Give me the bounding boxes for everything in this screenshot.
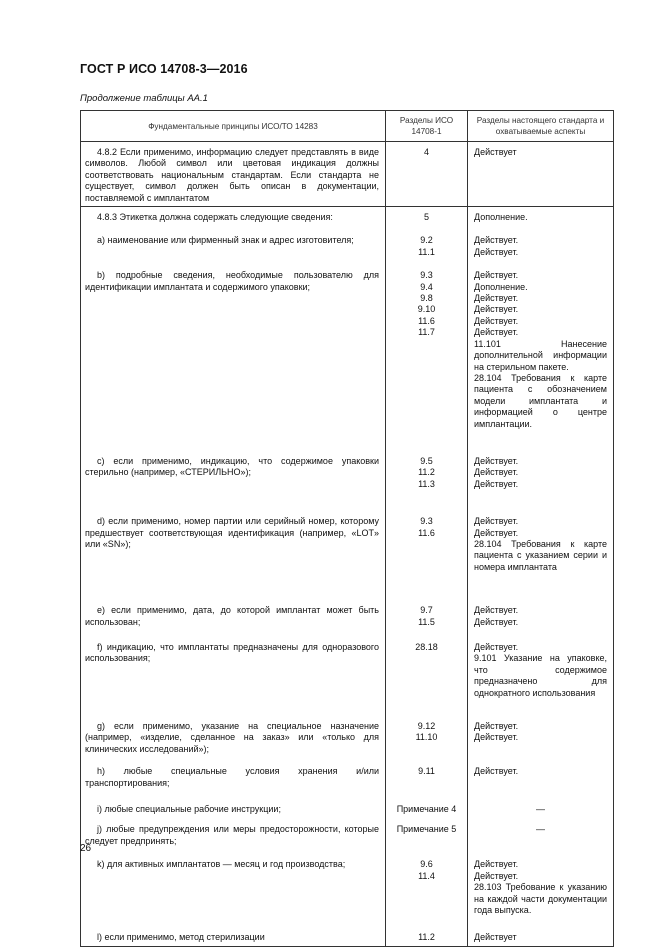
table-row (81, 797, 614, 819)
iso-section-ref: 9.5 (420, 455, 433, 466)
standard-aspect-entry: Действует. (474, 304, 519, 315)
table-row (81, 142, 614, 207)
standard-aspect-cell (468, 924, 614, 946)
iso-section-cell (386, 448, 468, 508)
standard-aspect-entry: Дополнение. (474, 212, 528, 223)
standard-aspect-entry: 28.104 Требования к карте пациента с указанием серии и номера имплантата (474, 538, 607, 572)
iso-section-ref: 5 (423, 212, 429, 223)
iso-section-ref: 9.2 (420, 235, 433, 246)
table-row (81, 711, 614, 759)
principle-cell: f) индикацию, что имплантаты предназначены для одноразового использования; (81, 632, 386, 711)
standard-aspect-entry: Действует. (474, 293, 519, 304)
table-row (81, 759, 614, 797)
standard-aspect-entry: Действует. (474, 642, 519, 652)
standard-aspect-cell (468, 819, 614, 854)
standard-aspect-entry: 9.101 Указание на упаковке, что содержимое предназначено для однократного использования (474, 653, 607, 698)
iso-section-ref: 11.4 (418, 870, 435, 881)
standard-aspect-cell (468, 207, 614, 226)
standard-aspect-cell (468, 632, 614, 711)
table-row (81, 262, 614, 448)
principle-cell: a) наименование или фирменный знак и адрес изготовителя; (81, 225, 386, 262)
standard-aspect-entry: Действует. (474, 870, 519, 881)
principle-cell: 4.8.3 Этикетка должна содержать следующие сведения: (81, 207, 386, 226)
iso-section-ref: 9.8 (420, 293, 433, 304)
table-row (81, 632, 614, 711)
standard-aspect-cell (468, 448, 614, 508)
iso-section-ref: 9.12 (417, 721, 436, 732)
principle-cell: c) если применимо, индикацию, что содержимое упаковки стерильно (например, «СТЕРИЛЬНО»); (81, 448, 386, 508)
standard-aspect-cell (468, 225, 614, 262)
iso-section-ref: 11.10 (415, 732, 438, 743)
column-header-principles: Фундаментальные принципы ИСО/ТО 14283 (81, 111, 386, 142)
iso-section-ref: 11.2 (418, 467, 435, 478)
principle-cell: h) любые специальные условия хранения и/или транспортирования; (81, 759, 386, 797)
table-row (81, 508, 614, 595)
standard-aspect-entry: 28.104 Требования к карте пациента с обозначением модели имплантата и информацией о центре имплантации. (474, 372, 607, 429)
iso-section-cell (386, 924, 468, 946)
page-number: 26 (80, 843, 92, 854)
table-row (81, 207, 614, 226)
iso-section-ref: 11.7 (418, 327, 435, 338)
standard-aspect-entry: Дополнение. (474, 281, 528, 292)
standard-aspect-entry: Действует. (474, 527, 519, 538)
principle-cell: b) подробные сведения, необходимые пользователю для идентификации имплантата и содержимого упаковки; (81, 262, 386, 448)
column-header-standard-sections: Разделы настоящего стандарта и охватываемые аспекты (468, 111, 614, 142)
iso-section-ref: 9.3 (420, 270, 433, 281)
table-row (81, 819, 614, 854)
standard-aspect-cell (468, 759, 614, 797)
table-row (81, 225, 614, 262)
principle-cell: l) если применимо, метод стерилизации (81, 924, 386, 946)
standard-aspect-entry: Действует (474, 147, 517, 157)
standard-aspect-entry: Действует. (474, 605, 519, 616)
principle-cell: 4.8.2 Если применимо, информацию следует представлять в виде символов. Любой символ или цветовая индикация должны соответствовать национальным стандартам. Если стандарта не существует, символ должен быть описан в документации, поставляемой с имплантатом (81, 142, 386, 207)
iso-section-ref: 9.6 (420, 859, 433, 870)
iso-section-ref: 9.3 (420, 516, 433, 527)
iso-section-ref: 11.6 (418, 527, 435, 538)
standard-aspect-entry: Действует. (474, 516, 519, 527)
standard-aspect-cell (468, 711, 614, 759)
iso-section-ref: 11.1 (418, 246, 435, 257)
standard-aspect-entry: Действует. (474, 270, 519, 281)
standard-aspect-entry: Действует. (474, 235, 519, 246)
table-row (81, 595, 614, 632)
iso-section-cell (386, 142, 468, 207)
standard-aspect-entry: Действует. (474, 616, 519, 627)
iso-section-ref: 9.7 (420, 605, 433, 616)
table-row (81, 924, 614, 946)
standard-aspect-cell (468, 797, 614, 819)
iso-section-ref: Примечание 4 (396, 804, 457, 815)
principle-cell: i) любые специальные рабочие инструкции; (81, 797, 386, 819)
standard-aspect-entry: Действует. (474, 721, 519, 732)
standard-aspect-cell (468, 262, 614, 448)
iso-section-ref: 9.4 (420, 281, 433, 292)
standard-aspect-entry: Действует. (474, 766, 519, 777)
principle-cell: j) любые предупреждения или меры предосторожности, которые следует предпринять; (81, 819, 386, 854)
standard-aspect-cell (468, 508, 614, 595)
table-row (81, 448, 614, 508)
column-header-iso-sections: Разделы ИСО 14708-1 (386, 111, 468, 142)
principle-cell: k) для активных имплантатов — месяц и год производства; (81, 854, 386, 924)
standard-aspect-cell (468, 142, 614, 207)
principle-cell: d) если применимо, номер партии или серийный номер, которому предшествует соответствующая идентификация (например, «LOT» или «SN»); (81, 508, 386, 595)
iso-section-ref: 11.5 (418, 616, 435, 627)
principle-cell: g) если применимо, указание на специальное назначение (например, «изделие, сделанное на заказ» или «только для клинических исследований»); (81, 711, 386, 759)
document-title: ГОСТ Р ИСО 14708-3—2016 (80, 62, 248, 76)
standard-aspect-entry: 28.103 Требование к указанию на каждой части документации года выпуска. (474, 882, 607, 915)
iso-section-cell (386, 854, 468, 924)
correspondence-table (80, 110, 614, 947)
standard-aspect-entry: Действует. (474, 246, 519, 257)
iso-section-cell (386, 819, 468, 854)
iso-section-cell (386, 759, 468, 797)
iso-section-ref: 28.18 (415, 642, 438, 652)
iso-section-ref: 9.10 (417, 304, 436, 315)
standard-aspect-entry: Действует. (474, 732, 519, 743)
standard-aspect-entry: 11.101 Нанесение дополнительной информации на стерильном пакете. (474, 338, 607, 372)
standard-aspect-entry: Действует. (474, 315, 519, 326)
table-header-row (81, 111, 614, 142)
iso-section-cell (386, 508, 468, 595)
standard-aspect-entry: Действует. (474, 455, 519, 466)
standard-aspect-entry: Действует. (474, 467, 519, 478)
standard-aspect-entry: Действует. (474, 327, 519, 338)
iso-section-ref: 11.3 (418, 478, 435, 489)
iso-section-cell (386, 595, 468, 632)
standard-aspect-cell (468, 854, 614, 924)
standard-aspect-entry: Действует. (474, 859, 519, 870)
iso-section-ref: 11.2 (418, 932, 435, 943)
principle-cell: e) если применимо, дата, до которой имплантат может быть использован; (81, 595, 386, 632)
iso-section-cell (386, 225, 468, 262)
iso-section-ref: 4 (423, 147, 429, 157)
standard-aspect-cell (468, 595, 614, 632)
standard-aspect-entry: Действует. (474, 478, 519, 489)
table-row (81, 854, 614, 924)
iso-section-cell (386, 711, 468, 759)
table-continuation-caption: Продолжение таблицы АА.1 (80, 93, 208, 104)
iso-section-ref: 9.11 (418, 766, 435, 777)
iso-section-cell (386, 262, 468, 448)
standard-aspect-entry: — (536, 824, 545, 835)
standard-aspect-entry: — (536, 804, 545, 815)
standard-aspect-entry: Действует (474, 932, 517, 943)
iso-section-cell (386, 797, 468, 819)
iso-section-ref: 11.6 (418, 315, 435, 326)
iso-section-ref: Примечание 5 (396, 824, 457, 835)
iso-section-cell (386, 632, 468, 711)
iso-section-cell (386, 207, 468, 226)
